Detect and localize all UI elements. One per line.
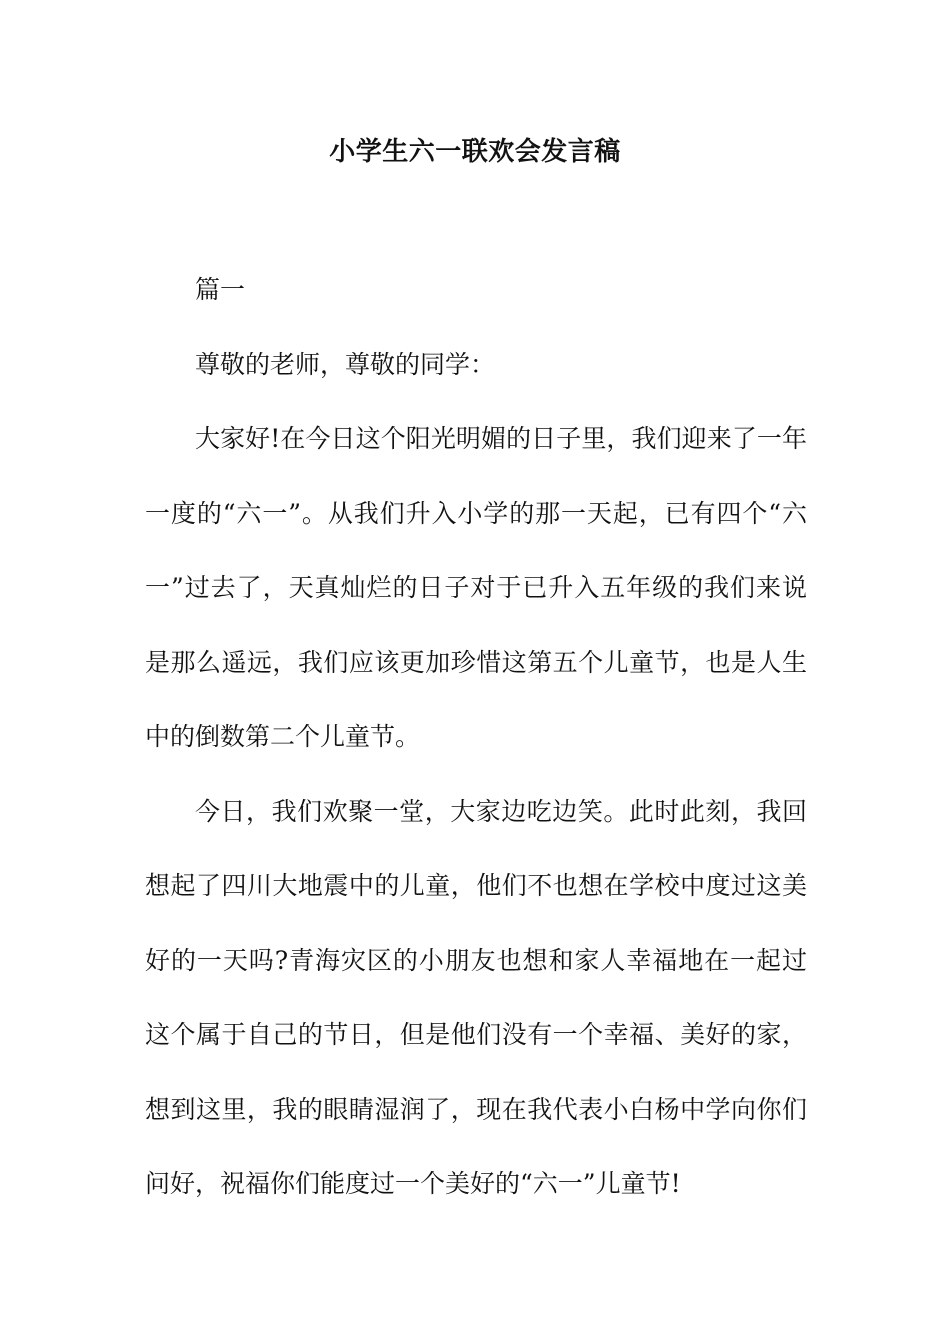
section-heading: 篇一: [195, 275, 246, 304]
body-paragraph: 大家好!在今日这个阳光明媚的日子里，我们迎来了一年一度的“六一”。从我们升入小学的那一天起，已有四个“六一”过去了，天真灿烂的日子对于已升入五年级的我们来说是那么遥远，我们应该更加珍惜这第五个儿童节，也是人生中的倒数第二个儿童节。: [145, 424, 807, 751]
document-body: [145, 253, 807, 1222]
body-paragraph: 今日，我们欢聚一堂，大家边吃边笑。此时此刻，我回想起了四川大地震中的儿童，他们不也想在学校中度过这美好的一天吗?青海灾区的小朋友也想和家人幸福地在一起过这个属于自己的节日，但是他们没有一个幸福、美好的家，想到这里，我的眼睛湿润了，现在我代表小白杨中学向你们问好，祝福你们能度过一个美好的“六一”儿童节!: [145, 796, 807, 1198]
document-title: 小学生六一联欢会发言稿: [329, 137, 621, 167]
salutation: 尊敬的老师，尊敬的同学：: [195, 349, 496, 379]
